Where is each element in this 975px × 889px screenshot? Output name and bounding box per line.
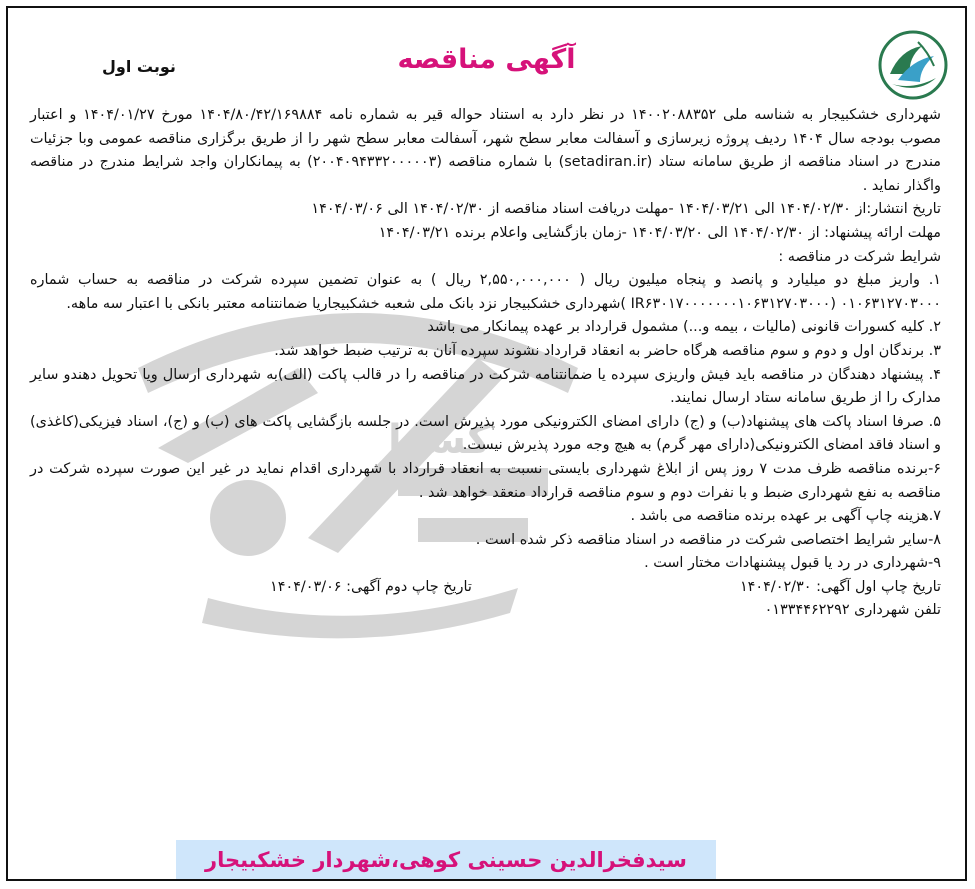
condition-6: ۶-برنده مناقصه ظرف مدت ۷ روز پس از ابلاغ شهرداری بایستی نسبت به انعقاد قرارداد با شهرداری اقدام نماید در غیر این صورت سپرده شرکت در مناقصه به نفع شهرداری ضبط و با نفرات دوم و سوم مناقصه قرارداد منعقد خواهد شد .	[30, 460, 941, 501]
intro-paragraph	[30, 104, 941, 198]
condition-2: ۲. کلیه کسورات قانونی (مالیات ، بیمه و...) مشمول قرارداد بر عهده پیمانکار می باشد	[427, 319, 941, 336]
notice-title: آگهی مناقصه	[397, 44, 576, 75]
condition-9: ۹-شهرداری در رد یا قبول پیشنهادات مختار است .	[644, 555, 941, 572]
site-open-paren: (	[646, 154, 653, 171]
notice-body	[30, 104, 941, 623]
condition-8: ۸-سایر شرایط اختصاصی شرکت در مناقصه در اسناد مناقصه ذکر شده است .	[475, 531, 941, 548]
municipality-phone: تلفن شهرداری ۰۱۳۳۴۴۶۲۲۹۲	[764, 602, 941, 619]
publish-dates: تاریخ انتشار:از ۱۴۰۴/۰۲/۳۰ الی ۱۴۰۴/۰۳/۲۱ -مهلت دریافت اسناد مناقصه از ۱۴۰۴/۰۲/۳۰ الی ۱۴۰۴/۰۳/۰۶	[311, 201, 941, 218]
condition-1: ۱. واریز مبلغ دو میلیارد و پانصد و پنجاه میلیون ریال ( ۲,۵۵۰,۰۰۰,۰۰۰ ریال ) به عنوان تضمین سپرده شرکت در مناقصه به حساب شماره ۰۱۰۶۳۱۲۷۰۳۰۰۰ (IR۶۳۰۱۷۰۰۰۰۰۰۰۱۰۶۳۱۲۷۰۳۰۰۰ )شهرداری خشکبیجار نزد بانک ملی شعبه خشکبیجاریا ضمانتنامه معتبر بانکی با اعتبار سه ماهه.	[30, 272, 941, 312]
condition-5: ۵. صرفا اسناد پاکت های پیشنهاد(ب) و (ج) دارای امضای الکترونیکی مورد پذیرش است. در جلسه بازگشایی پاکت های (ب) و (ج)، اسناد فیزیکی(کاغذی) و اسناد فاقد امضای الکترونیکی(دارای مهر گرم) به هیچ وجه مورد پذیرش نیست.	[30, 413, 941, 454]
tender-number-text: ) با شماره مناقصه (۲۰۰۴۰۹۴۳۳۲۰۰۰۰۰۳) به پیمانکاران واجد شرایط مندرج در مناقصه واگذار نماید .	[30, 154, 941, 194]
print-dates-row	[30, 576, 941, 600]
condition-3: ۳. برندگان اول و دوم و سوم مناقصه هرگاه حاضر به انعقاد قرارداد نشوند سپرده آنان به ترتیب ضبط خواهد شد.	[274, 342, 941, 359]
second-print-date: تاریخ چاپ دوم آگهی: ۱۴۰۴/۰۳/۰۶	[270, 578, 472, 595]
offer-deadline: مهلت ارائه پیشنهاد: از ۱۴۰۴/۰۲/۳۰ الی ۱۴۰۴/۰۳/۲۰ -زمان بازگشایی واعلام برنده ۱۴۰۴/۰۳/۲۱	[378, 224, 941, 241]
condition-7: ۷.هزینه چاپ آگهی بر عهده برنده مناقصه می باشد .	[630, 508, 941, 525]
intro-text: شهرداری خشکبیجار به شناسه ملی ۱۴۰۰۲۰۸۸۳۵۲ در نظر دارد به استناد حواله قیر به شماره نامه ۱۴۰۴/۸۰/۴۲/۱۶۹۸۸۴ مورخ ۱۴۰۴/۰۱/۲۷ و اعتبار مصوب بودجه سال ۱۴۰۴ ردیف پروژه زیرسازی و آسفالت معابر سطح شهر، آسفالت معابر سطح شهر را از طریق برگزاری مناقصه عمومی وبا جزئیات مندرج در اسناد مناقصه از طریق سامانه ستاد	[30, 107, 941, 171]
notice-frame	[6, 6, 967, 881]
watermark-text: کسرا	[388, 417, 491, 463]
condition-4: ۴. پیشنهاد دهندگان در مناقصه باید فیش واریزی سپرده یا ضمانتنامه شرکت در مناقصه را در قالب پاکت (الف)به شهرداری ارسال ویا تحویل دهندو سایر مدارک را از طریق سامانه ستاد ارسال نمایند.	[30, 366, 941, 407]
signature-banner: سیدفخرالدین حسینی کوهی،شهردار خشکبیجار	[176, 840, 716, 880]
setadiran-link[interactable]: setadiran.ir	[564, 154, 647, 171]
conditions-heading: شرایط شرکت در مناقصه :	[778, 248, 941, 265]
publication-round: نوبت اول	[102, 57, 176, 76]
first-print-date: تاریخ چاپ اول آگهی: ۱۴۰۴/۰۲/۳۰	[739, 578, 941, 595]
